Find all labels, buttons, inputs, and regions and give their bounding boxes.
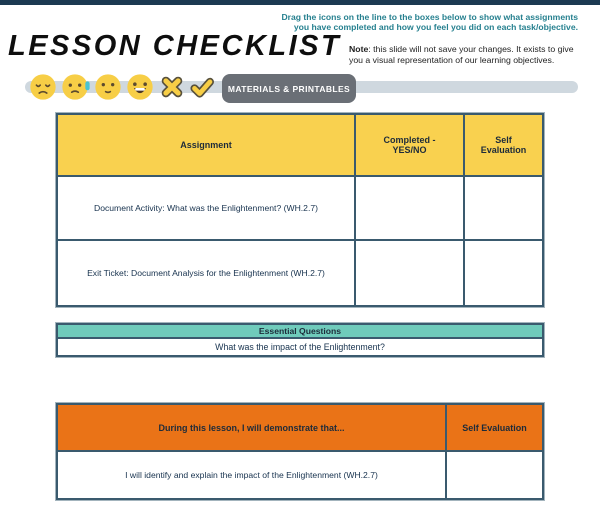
- note-body: : this slide will not save your changes. It exists to give you a visual representation of our learning objectives.: [349, 44, 574, 66]
- cross-mark-icon[interactable]: [157, 72, 187, 102]
- assignment-cell: Document Activity: What was the Enlightenment? (WH.2.7): [58, 177, 356, 241]
- materials-printables-button[interactable]: MATERIALS & PRINTABLES: [222, 74, 356, 103]
- self-evaluation-drop-cell[interactable]: [465, 241, 542, 305]
- self-evaluation-column-header: Self Evaluation: [465, 115, 542, 177]
- objective-cell: I will identify and explain the impact of the Enlightenment (WH.2.7): [58, 452, 447, 498]
- check-mark-icon[interactable]: [187, 72, 217, 102]
- assignment-column-header: Assignment: [58, 115, 356, 177]
- completed-drop-cell[interactable]: [356, 241, 465, 305]
- essential-question-text: What was the impact of the Enlightenment?: [58, 339, 542, 355]
- essential-questions-table: [56, 323, 544, 357]
- neutral-face-icon[interactable]: [93, 72, 123, 102]
- objective-column-header: During this lesson, I will demonstrate that...: [58, 405, 447, 452]
- completed-drop-cell[interactable]: [356, 177, 465, 241]
- self-evaluation-column-header: Self Evaluation: [447, 405, 542, 452]
- grinning-face-icon[interactable]: [125, 72, 155, 102]
- top-accent-bar: [0, 0, 600, 5]
- note-text: [349, 44, 582, 67]
- assignment-table: [56, 113, 544, 307]
- essential-questions-header: Essential Questions: [58, 325, 542, 339]
- page-title: LESSON CHECKLIST: [8, 30, 342, 62]
- pensive-face-icon[interactable]: [28, 72, 58, 102]
- self-evaluation-drop-cell[interactable]: [447, 452, 542, 498]
- self-evaluation-drop-cell[interactable]: [465, 177, 542, 241]
- assignment-cell: Exit Ticket: Document Analysis for the Enlightenment (WH.2.7): [58, 241, 356, 305]
- drag-instructions-text: Drag the icons on the line to the boxes below to show what assignments you have completed and how you feel you did on each task/objective.: [281, 12, 578, 33]
- note-label: Note: [349, 44, 369, 54]
- sad-tear-face-icon[interactable]: [60, 72, 90, 102]
- completed-column-header: Completed - YES/NO: [356, 115, 465, 177]
- objectives-table: [56, 403, 544, 500]
